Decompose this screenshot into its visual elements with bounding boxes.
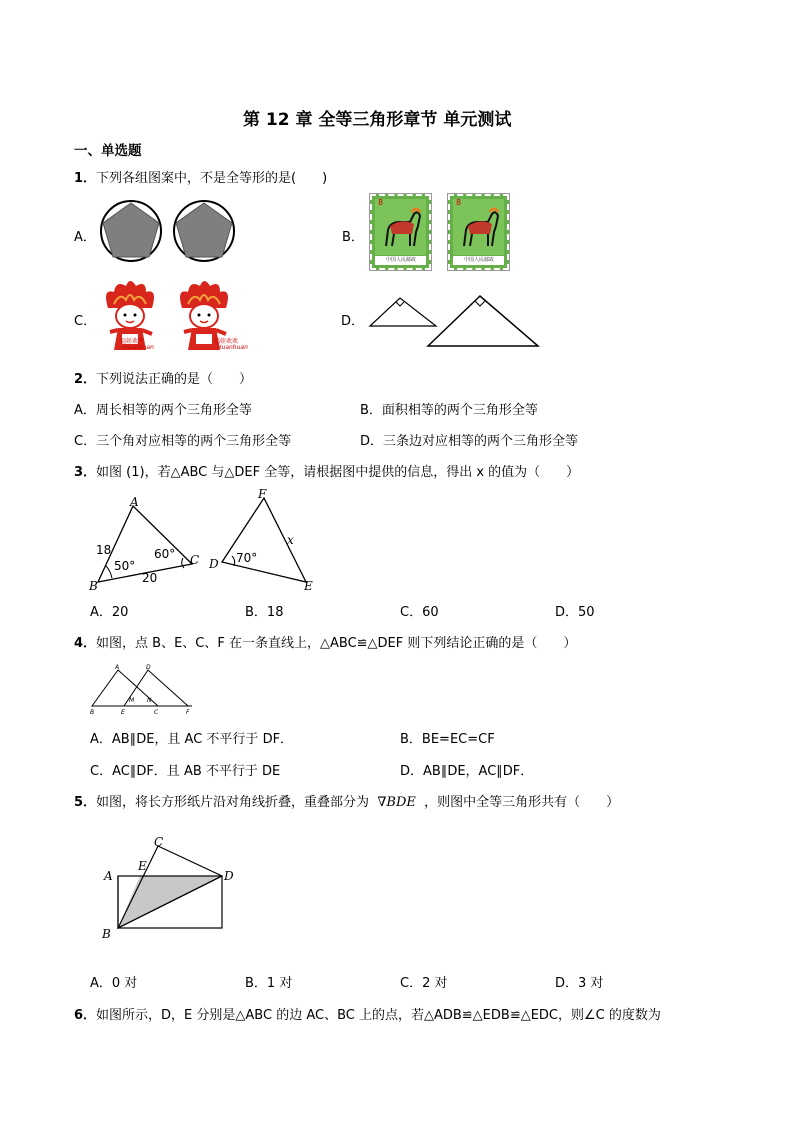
question-text-2: ，则图中全等三角形共有（ ） bbox=[424, 795, 620, 810]
option-a-label: A． bbox=[74, 230, 96, 245]
option-c: C．AC∥DF．且 AB 不平行于 DE bbox=[90, 764, 281, 779]
side-x-label: x bbox=[287, 533, 294, 547]
mascot-caption: 福娃欢欢 bbox=[120, 338, 145, 345]
q3-figure bbox=[86, 486, 326, 592]
question-number: 6． bbox=[74, 1008, 97, 1023]
mascot-caption-en: Huanhuan bbox=[217, 344, 248, 351]
option-c: C．60 bbox=[400, 605, 439, 620]
side-ab-label: 18 bbox=[96, 543, 112, 557]
point-C-label: C bbox=[154, 835, 164, 849]
stamp-caption: 中国人民邮政 bbox=[464, 257, 495, 263]
option-c: C．三个角对应相等的两个三角形全等 bbox=[74, 434, 292, 449]
option-c: C．2 对 bbox=[400, 976, 448, 991]
stamp-value: 8 bbox=[378, 198, 384, 207]
point-D-label: D bbox=[209, 557, 219, 571]
option-a: A．20 bbox=[90, 605, 129, 620]
point-B-label: B bbox=[89, 579, 98, 593]
option-b: B．18 bbox=[245, 605, 284, 620]
question-number: 4． bbox=[74, 636, 97, 651]
option-d: D．三条边对应相等的两个三角形全等 bbox=[360, 434, 579, 449]
angle-d-label: 70° bbox=[236, 551, 258, 565]
option-a: A．AB∥DE，且 AC 不平行于 DF． bbox=[90, 732, 294, 747]
mascot-caption-en: Huanhuan bbox=[123, 344, 154, 351]
option-c-label: C． bbox=[74, 314, 97, 329]
point-E-label: E bbox=[121, 709, 125, 716]
question-5 bbox=[74, 791, 619, 810]
mascot-caption: 福娃欢欢 bbox=[214, 338, 239, 345]
option-b: B．1 对 bbox=[245, 976, 293, 991]
option-b: B．BE=EC=CF bbox=[400, 732, 495, 747]
q5-figure bbox=[98, 832, 248, 942]
option-d: D．50 bbox=[555, 605, 595, 620]
question-number: 3． bbox=[74, 465, 97, 480]
question-number: 1． bbox=[74, 171, 97, 186]
page-title: 第 12 章 全等三角形章节 单元测试 bbox=[243, 110, 512, 130]
point-E-label: E bbox=[138, 859, 147, 873]
point-F-label: F bbox=[258, 487, 267, 501]
question-1 bbox=[74, 167, 327, 186]
stamp-caption: 中国人民邮政 bbox=[386, 257, 417, 263]
option-b: B．面积相等的两个三角形全等 bbox=[360, 403, 538, 418]
option-a: A．0 对 bbox=[90, 976, 138, 991]
option-b-label: B． bbox=[342, 230, 364, 245]
option-d: D．AB∥DE，AC∥DF． bbox=[400, 764, 534, 779]
point-B-label: B bbox=[90, 709, 95, 716]
section-heading: 一、单选题 bbox=[74, 143, 142, 159]
question-number: 5． bbox=[74, 795, 97, 810]
question-text: 下列各组图案中，不是全等形的是( ) bbox=[96, 171, 328, 186]
point-M-label: M bbox=[129, 697, 135, 704]
point-B-label: B bbox=[102, 927, 111, 941]
point-A-label: A bbox=[130, 495, 139, 509]
point-A-label: A bbox=[115, 664, 120, 671]
q4-figure bbox=[88, 660, 198, 716]
option-a: A．周长相等的两个三角形全等 bbox=[74, 403, 252, 418]
formula: ∇BDE bbox=[377, 795, 416, 810]
stamp-value: 8 bbox=[456, 198, 462, 207]
option-d-label: D． bbox=[341, 314, 365, 329]
question-text: 如图 (1)，若△ABC 与△DEF 全等，请根据图中提供的信息，得出 x 的值为（ ） bbox=[96, 465, 580, 480]
point-C-label: C bbox=[154, 709, 159, 716]
point-E-label: E bbox=[304, 579, 313, 593]
side-bc-label: 20 bbox=[142, 571, 158, 585]
stamp-image-2 bbox=[448, 194, 509, 270]
option-a-figure bbox=[100, 200, 240, 264]
point-C-label: C bbox=[190, 553, 200, 567]
question-4 bbox=[74, 632, 576, 651]
angle-b-label: 50° bbox=[114, 559, 136, 573]
point-N-label: N bbox=[147, 697, 152, 704]
option-d: D．3 对 bbox=[555, 976, 604, 991]
point-D-label: D bbox=[146, 664, 151, 671]
question-6 bbox=[74, 1004, 661, 1023]
point-D-label: D bbox=[224, 869, 234, 883]
question-text: 如图，将长方形纸片沿对角线折叠，重叠部分为 bbox=[96, 795, 370, 810]
point-A-label: A bbox=[104, 869, 113, 883]
angle-c-label: 60° bbox=[154, 547, 176, 561]
stamp-image-1 bbox=[370, 194, 431, 270]
question-text: 如图所示，D，E 分别是△ABC 的边 AC、BC 上的点，若△ADB≌△EDB≌△EDC，则∠C 的度数为 bbox=[96, 1008, 661, 1023]
point-F-label: F bbox=[186, 709, 190, 716]
question-text: 如图，点 B、E、C、F 在一条直线上，△ABC≌△DEF 则下列结论正确的是（ ） bbox=[96, 636, 577, 651]
question-text: 下列说法正确的是（ ） bbox=[96, 372, 253, 387]
question-number: 2． bbox=[74, 372, 97, 387]
question-3 bbox=[74, 461, 579, 480]
option-d-figure bbox=[366, 290, 546, 350]
question-2 bbox=[74, 368, 252, 387]
